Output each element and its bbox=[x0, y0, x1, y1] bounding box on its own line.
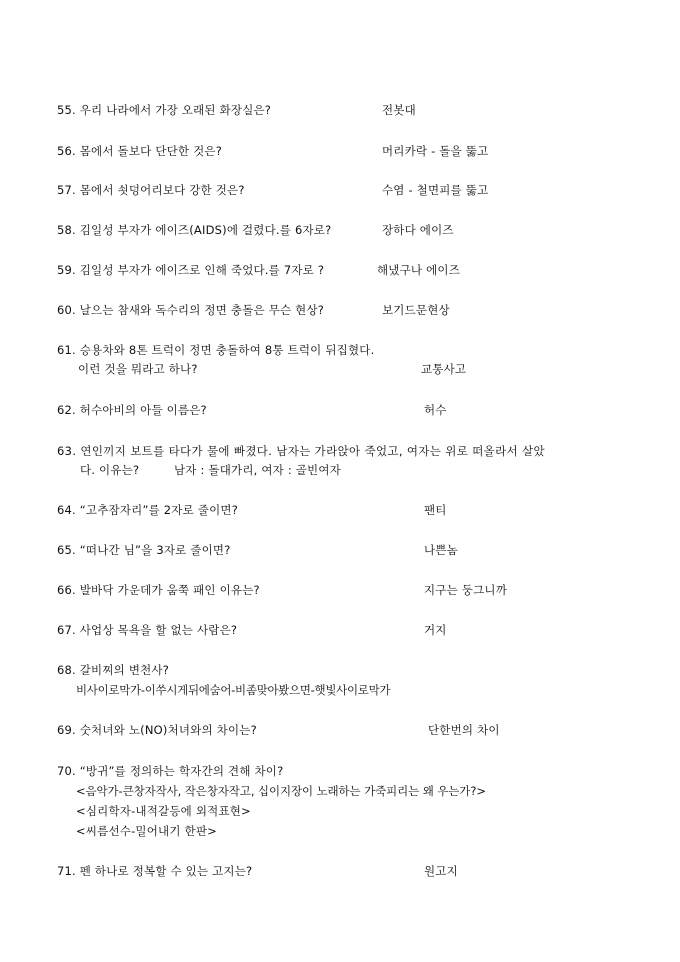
item-number: 59. bbox=[57, 263, 76, 277]
answer-66: 지구는 둥그니까 bbox=[424, 583, 508, 597]
item-number: 60. bbox=[57, 303, 76, 317]
answer-69: 단한번의 차이 bbox=[428, 723, 500, 737]
question-59 bbox=[57, 263, 324, 277]
answer-67: 거지 bbox=[424, 623, 447, 637]
answer-63: 남자 : 돌대가리, 여자 : 골빈여자 bbox=[174, 463, 341, 477]
question-70 bbox=[57, 764, 283, 778]
item-number: 55. bbox=[57, 103, 76, 117]
question-text: “떠나간 님”을 3자로 줄이면? bbox=[79, 543, 231, 557]
question-57 bbox=[57, 183, 245, 197]
answer-71: 원고지 bbox=[424, 864, 458, 878]
answer-62: 허수 bbox=[424, 403, 447, 417]
answer-58: 장하다 에이즈 bbox=[382, 223, 454, 237]
question-text: 발바닥 가운데가 움쭉 패인 이유는? bbox=[79, 583, 260, 597]
item-number: 62. bbox=[57, 403, 76, 417]
item-number: 70. bbox=[57, 764, 76, 778]
question-text: 몸에서 쇳덩어리보다 강한 것은? bbox=[79, 183, 245, 197]
answer-55: 전봇대 bbox=[382, 103, 416, 117]
question-67 bbox=[57, 623, 237, 637]
question-text: 허수아비의 아들 이름은? bbox=[79, 403, 207, 417]
answer-60: 보기드문현상 bbox=[382, 303, 450, 317]
question-69 bbox=[57, 723, 257, 737]
item-number: 58. bbox=[57, 223, 76, 237]
question-text: 날으는 참새와 독수리의 정면 충돌은 무슨 현상? bbox=[79, 303, 325, 317]
answer-59: 해냈구나 에이즈 bbox=[377, 263, 461, 277]
question-text: 승용차와 8톤 트럭이 정면 충돌하여 8통 트럭이 뒤집혔다. bbox=[79, 343, 375, 357]
question-text: “방귀”를 정의하는 학자간의 견해 차이? bbox=[79, 764, 284, 778]
answer-70-line-2: <심리학자-내적갈등에 외적표현> bbox=[76, 804, 251, 818]
answer-64: 팬티 bbox=[424, 503, 447, 517]
question-71 bbox=[57, 864, 252, 878]
item-number: 66. bbox=[57, 583, 76, 597]
question-55 bbox=[57, 103, 271, 117]
question-56 bbox=[57, 144, 222, 158]
question-65 bbox=[57, 543, 231, 557]
question-text: 연인끼지 보트를 타다가 물에 빠졌다. 남자는 가라앉아 죽었고, 여자는 위로 떠올라서 살았 bbox=[80, 444, 545, 458]
question-text: 펜 하나로 정복할 수 있는 고지는? bbox=[79, 864, 253, 878]
question-63-continuation: 다. 이유는? bbox=[80, 463, 140, 477]
item-number: 67. bbox=[57, 623, 76, 637]
item-number: 64. bbox=[57, 503, 76, 517]
question-text: 몸에서 돌보다 단단한 것은? bbox=[79, 144, 223, 158]
question-68 bbox=[57, 663, 169, 677]
answer-70-line-1: <음악가-큰창자작사, 작은창자작고, 십이지장이 노래하는 가죽피리는 왜 우는가?> bbox=[76, 784, 486, 798]
question-text: 갈비찌의 변천사? bbox=[79, 663, 170, 677]
question-63 bbox=[57, 444, 545, 458]
question-text: 우리 나라에서 가장 오래된 화장실은? bbox=[79, 103, 272, 117]
answer-68: 비사이로막가-이쑤시게뒤에숨어-비좀맞아봤으면-햇빛사이로막가 bbox=[76, 683, 391, 697]
answer-57: 수염 - 철면피를 뚫고 bbox=[382, 183, 489, 197]
question-66 bbox=[57, 583, 260, 597]
question-text: “고추잠자리”를 2자로 줄이면? bbox=[79, 503, 238, 517]
item-number: 56. bbox=[57, 144, 76, 158]
question-61-continuation: 이런 것을 뭐라고 하나? bbox=[78, 362, 198, 376]
item-number: 63. bbox=[57, 444, 77, 458]
item-number: 71. bbox=[57, 864, 76, 878]
answer-56: 머리카락 - 돌을 뚫고 bbox=[382, 144, 489, 158]
item-number: 65. bbox=[57, 543, 76, 557]
item-number: 68. bbox=[57, 663, 76, 677]
answer-61: 교통사고 bbox=[421, 362, 467, 376]
question-text: 김일성 부자가 에이즈로 인해 죽었다.를 7자로 ? bbox=[79, 263, 325, 277]
question-60 bbox=[57, 303, 324, 317]
item-number: 61. bbox=[57, 343, 76, 357]
question-text: 김일성 부자가 에이즈(AIDS)에 걸렸다.를 6자로? bbox=[79, 223, 332, 237]
question-61 bbox=[57, 343, 374, 357]
question-text: 숫처녀와 노(NO)처녀와의 차이는? bbox=[79, 723, 257, 737]
item-number: 57. bbox=[57, 183, 76, 197]
item-number: 69. bbox=[57, 723, 76, 737]
answer-65: 나쁜놈 bbox=[424, 543, 458, 557]
question-62 bbox=[57, 403, 207, 417]
answer-70-line-3: <씨름선수-밀어내기 한판> bbox=[76, 824, 217, 838]
question-58 bbox=[57, 223, 331, 237]
question-text: 사업상 목욕을 할 없는 사람은? bbox=[79, 623, 238, 637]
question-64 bbox=[57, 503, 238, 517]
